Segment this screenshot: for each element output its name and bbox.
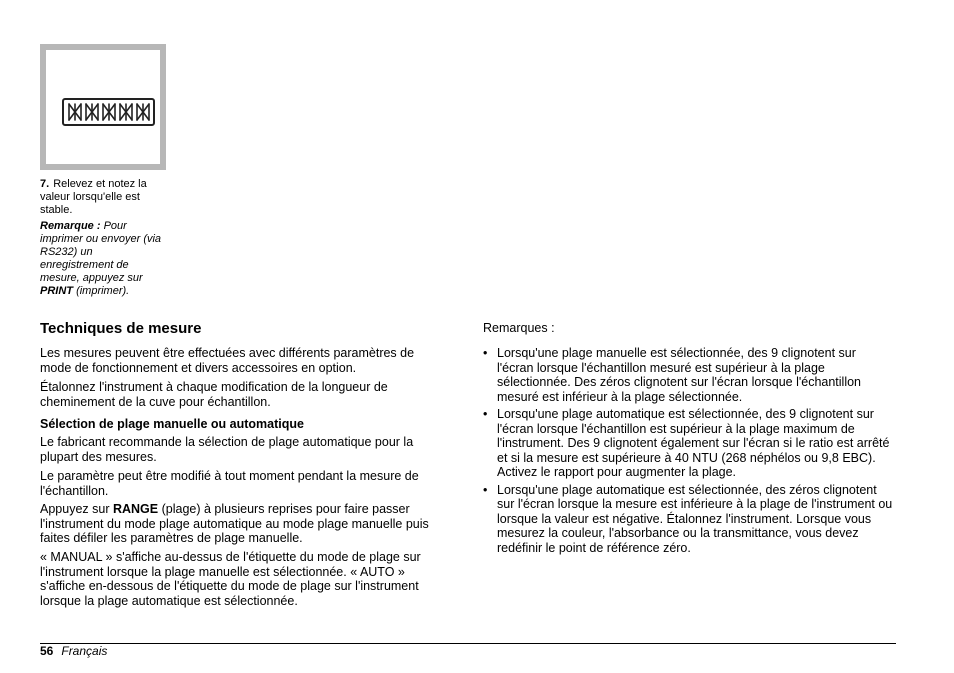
notes-list-container — [483, 346, 893, 558]
notes-list — [483, 346, 893, 555]
paragraph — [40, 469, 440, 498]
footer-language: Français — [61, 644, 108, 658]
paragraph — [40, 435, 440, 464]
page-number: 56 — [40, 644, 54, 658]
figure-frame — [46, 50, 160, 164]
paragraph-3: Le fabricant recommande la sélection de plage automatique pour la plupart des mesures. — [40, 435, 414, 464]
step-text: Relevez et notez la valeur lorsqu'elle est stable. — [40, 178, 147, 216]
lcd-digits — [66, 101, 152, 123]
note-text-after: (imprimer). — [76, 285, 130, 297]
note — [40, 220, 165, 298]
paragraph-4: Le paramètre peut être modifié à tout moment pendant la mesure de l'échantillon. — [40, 469, 419, 498]
paragraph-2: Étalonnez l'instrument à chaque modification de la longueur de cheminement de la cuve pour échantillon. — [40, 380, 388, 409]
range-key: RANGE — [112, 502, 159, 516]
lcd-display — [62, 98, 155, 126]
notes-intro: Remarques : — [483, 321, 555, 335]
list-item: • Lorsqu'une plage automatique est sélectionnée, des 9 clignotent sur l'écran lorsque l'échantillon est supérieur à la plage maximum de l'instrument. Des 9 clignotent également sur l'écran si le ratio est arrêté et si la mesure est supérieure à 40 NTU (268 néphélos ou 9,8 EBC). Activez le rapport pour augmenter la plage. — [483, 407, 893, 480]
paragraph — [40, 346, 440, 375]
footer-divider — [40, 643, 896, 644]
section-heading: Techniques de mesure — [40, 320, 202, 337]
paragraph-1: Les mesures peuvent être effectuées avec différents paramètres de mode de fonctionnement et divers accessoires en option. — [40, 346, 415, 375]
list-item: • Lorsqu'une plage automatique est sélectionnée, des zéros clignotent sur l'écran lorsque la mesure est inférieure à la plage de l'instrument ou lorsque la valeur est négative. Étalonnez l'instrument. Lorsque vous mesurez la couleur, l'absorbance ou la transmittance, vous devez redéfinir le point de référence zéro. — [483, 483, 893, 556]
lcd-digit — [120, 104, 132, 120]
footer — [40, 644, 107, 658]
note-key: PRINT — [40, 285, 73, 297]
lcd-digit — [103, 104, 115, 120]
paragraph-6: « MANUAL » s'affiche au-dessus de l'étiquette du mode de plage sur l'instrument lorsque la plage manuelle est sélectionnée. « AUTO » s'affiche en-dessous de l'étiquette du mode de plage sur l'instrument lorsque la plage automatique est sélectionnée. — [40, 550, 421, 608]
paragraph — [40, 502, 440, 546]
step-number: 7. — [40, 178, 50, 190]
paragraph-5-after: (plage) à plusieurs reprises pour faire passer l'instrument du mode plage automatique au mode plage manuelle puis faites défiler les paramètres de plage manuelle. — [40, 502, 429, 545]
paragraph-5 — [40, 502, 440, 546]
lcd-digit — [137, 104, 149, 120]
lcd-digit — [69, 104, 81, 120]
subsection-heading: Sélection de plage manuelle ou automatique — [40, 417, 304, 431]
paragraph — [40, 550, 440, 608]
paragraph-5-before: Appuyez sur — [40, 502, 110, 516]
display-figure — [40, 44, 166, 170]
paragraph — [40, 380, 440, 409]
lcd-digit — [86, 104, 98, 120]
step-caption — [40, 178, 165, 217]
note-text: Pour imprimer ou envoyer (via RS232) un enregistrement de mesure, appuyez sur — [40, 220, 162, 284]
list-item: • Lorsqu'une plage manuelle est sélectionnée, des 9 clignotent sur l'écran lorsque l'échantillon mesuré est supérieur à la plage sélectionnée. Des zéros clignotent sur l'écran lorsque l'échantillon mesuré est inférieur à la plage sélectionnée. — [483, 346, 893, 404]
note-label: Remarque : — [40, 220, 101, 232]
